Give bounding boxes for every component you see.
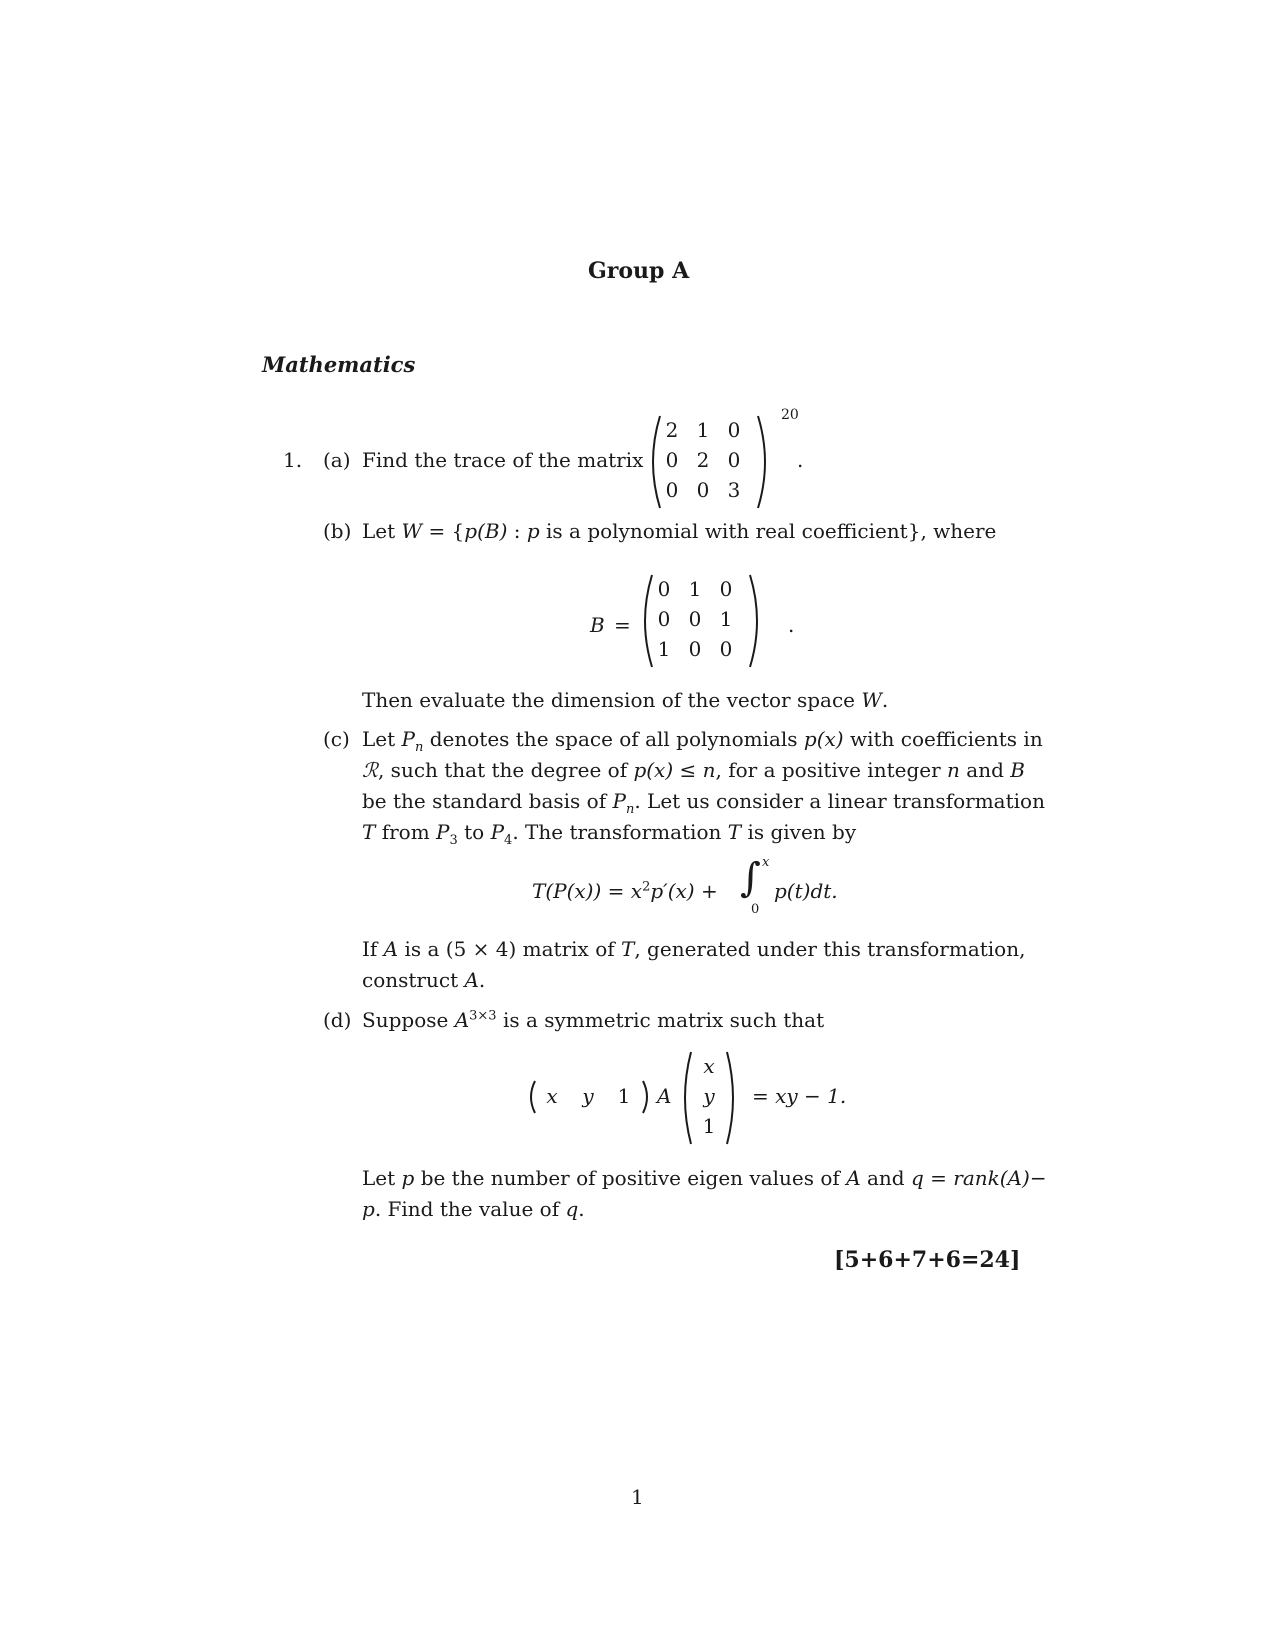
- eq-derivative: p′(x): [650, 879, 695, 903]
- quadratic-rhs: = xy − 1.: [752, 1084, 847, 1108]
- part-d-line3: [362, 1197, 585, 1221]
- math-var: n: [947, 758, 960, 782]
- math-var: q: [565, 1197, 579, 1221]
- part-a-label: (a): [323, 448, 351, 472]
- text-run: with coefficients in: [849, 727, 1043, 751]
- matrix-cell: 1: [696, 418, 710, 442]
- math-var: T: [362, 820, 376, 844]
- matrix-cell: 0: [696, 478, 710, 502]
- text-run: Let: [362, 519, 396, 543]
- math-var: A: [454, 1008, 470, 1032]
- matrix-cell: 0: [665, 448, 679, 472]
- math-var: p: [362, 1197, 375, 1221]
- part-b-line2: [362, 688, 888, 712]
- math-var: n: [702, 758, 716, 782]
- math-expr: p(x): [803, 727, 844, 751]
- text-run: be the number of positive eigen values of: [420, 1166, 840, 1190]
- integrand: p(t)dt.: [774, 879, 838, 903]
- text-run: . Find the value of: [374, 1197, 560, 1221]
- matrix-cell: 0: [657, 577, 671, 601]
- matrix-cell: 0: [657, 607, 671, 631]
- part-c-line2: [362, 758, 1025, 782]
- text-run: and: [966, 758, 1004, 782]
- section-heading: Mathematics: [262, 352, 416, 377]
- math-var: P: [612, 789, 626, 813]
- part-d-line2: [362, 1166, 1047, 1190]
- math-var: P: [436, 820, 450, 844]
- math-var: A: [383, 937, 399, 961]
- matrix-cell: 0: [665, 478, 679, 502]
- part-a-matrix: [644, 414, 774, 510]
- math-var: T: [727, 820, 742, 844]
- matrix-cell: 0: [719, 637, 733, 661]
- text-run: , generated under this transformation,: [634, 937, 1026, 961]
- integral-lower-limit: 0: [751, 902, 760, 917]
- math-sub: n: [414, 740, 424, 755]
- math-var: W: [861, 688, 882, 712]
- part-c-line5: [362, 937, 1025, 961]
- middle-matrix-A: A: [657, 1084, 672, 1108]
- text-run: .: [478, 968, 486, 992]
- math-sub: n: [625, 802, 635, 817]
- question-number: 1.: [283, 448, 303, 472]
- math-var: B: [1010, 758, 1025, 782]
- transformation-equation: [532, 879, 718, 903]
- part-b-line1: [362, 519, 996, 543]
- part-d-label: (d): [323, 1008, 352, 1032]
- vector-entry: x: [703, 1054, 715, 1078]
- part-b-label: (b): [323, 519, 352, 543]
- text-run: Let: [362, 727, 396, 751]
- matrix-cell: 0: [727, 418, 741, 442]
- math-expr: p(B): [464, 519, 508, 543]
- text-run: is given by: [747, 820, 857, 844]
- matrix-cell: 0: [727, 448, 741, 472]
- text-run: be the standard basis of: [362, 789, 607, 813]
- math-var: A: [464, 968, 479, 992]
- math-var: A: [846, 1166, 861, 1190]
- integral-sign: ∫: [740, 855, 761, 901]
- group-title: Group A: [588, 258, 690, 284]
- matrix-cell: 0: [688, 607, 702, 631]
- text-run: = {: [428, 519, 465, 543]
- part-a-period: .: [797, 448, 804, 472]
- matrix-cell: 0: [688, 637, 702, 661]
- text-run: to: [464, 820, 485, 844]
- page-number: 1: [631, 1485, 644, 1509]
- math-var: p: [526, 519, 540, 543]
- matrix-cell: 1: [657, 637, 671, 661]
- math-var: W: [401, 519, 423, 543]
- text-run: Then evaluate the dimension of the vector space: [362, 688, 855, 712]
- text-run: is a polynomial with real coefficient}, where: [539, 519, 997, 543]
- text-run: and: [867, 1166, 905, 1190]
- integral-upper-limit: x: [762, 855, 770, 870]
- text-run: .: [881, 688, 889, 712]
- text-run: −: [1029, 1166, 1047, 1190]
- text-run: from: [381, 820, 430, 844]
- text-run: If: [362, 937, 378, 961]
- vector-entry: 1: [702, 1114, 716, 1138]
- eq-square: 2: [642, 879, 651, 895]
- text-run: , for a positive integer: [715, 758, 941, 782]
- vector-entry: y: [582, 1084, 594, 1108]
- eq-equals: =: [607, 879, 625, 903]
- math-var: p: [401, 1166, 415, 1190]
- text-run: is a (5 × 4) matrix of: [404, 937, 615, 961]
- part-c-line1: [362, 727, 1043, 755]
- B-equals: =: [614, 613, 631, 637]
- matrix-cell: 1: [719, 607, 733, 631]
- math-sup: 3×3: [469, 1008, 497, 1024]
- text-run: =: [930, 1166, 947, 1190]
- part-a-exponent: 20: [781, 407, 799, 423]
- matrix-cell: 3: [727, 478, 741, 502]
- row-vector: [525, 1077, 653, 1117]
- B-matrix: [636, 573, 766, 669]
- math-var: P: [401, 727, 415, 751]
- math-sub: 4: [504, 833, 513, 848]
- text-run: , such that the degree of: [377, 758, 628, 782]
- text-run: construct: [362, 968, 459, 992]
- eq-x: x: [630, 879, 643, 903]
- text-run: denotes the space of all polynomials: [429, 727, 798, 751]
- part-c-line4: [362, 820, 856, 848]
- B-period: .: [788, 613, 795, 637]
- math-op: ≤: [679, 758, 697, 782]
- part-c-label: (c): [323, 727, 350, 751]
- math-expr: p(x): [633, 758, 674, 782]
- part-c-line6: [362, 968, 485, 992]
- B-lhs: B: [590, 613, 605, 637]
- vector-entry: x: [546, 1084, 558, 1108]
- vector-entry: 1: [617, 1084, 631, 1108]
- matrix-cell: 2: [665, 418, 679, 442]
- text-run: Suppose: [362, 1008, 449, 1032]
- column-vector: [679, 1050, 739, 1146]
- eq-plus: +: [700, 879, 718, 903]
- math-var: P: [490, 820, 505, 844]
- part-a-text: Find the trace of the matrix: [362, 448, 644, 472]
- eq-lhs: T(P(x)): [532, 879, 602, 903]
- part-d-line1: [362, 1008, 824, 1032]
- text-run: . The transformation: [512, 820, 722, 844]
- text-run: is a symmetric matrix such that: [502, 1008, 825, 1032]
- math-var: q: [910, 1166, 924, 1190]
- text-run: :: [507, 519, 527, 543]
- vector-entry: y: [703, 1084, 715, 1108]
- text-run: . Let us consider a linear transformation: [634, 789, 1045, 813]
- part-c-line3: [362, 789, 1045, 817]
- text-run: .: [578, 1197, 585, 1221]
- math-var: ℛ: [362, 758, 378, 782]
- math-sub: 3: [449, 833, 458, 848]
- math-expr: rank(A): [953, 1166, 1030, 1190]
- matrix-cell: 1: [688, 577, 702, 601]
- text-run: Let: [362, 1166, 396, 1190]
- matrix-cell: 0: [719, 577, 733, 601]
- marks-total: [5+6+7+6=24]: [834, 1247, 1021, 1273]
- matrix-cell: 2: [696, 448, 710, 472]
- math-var: T: [621, 937, 635, 961]
